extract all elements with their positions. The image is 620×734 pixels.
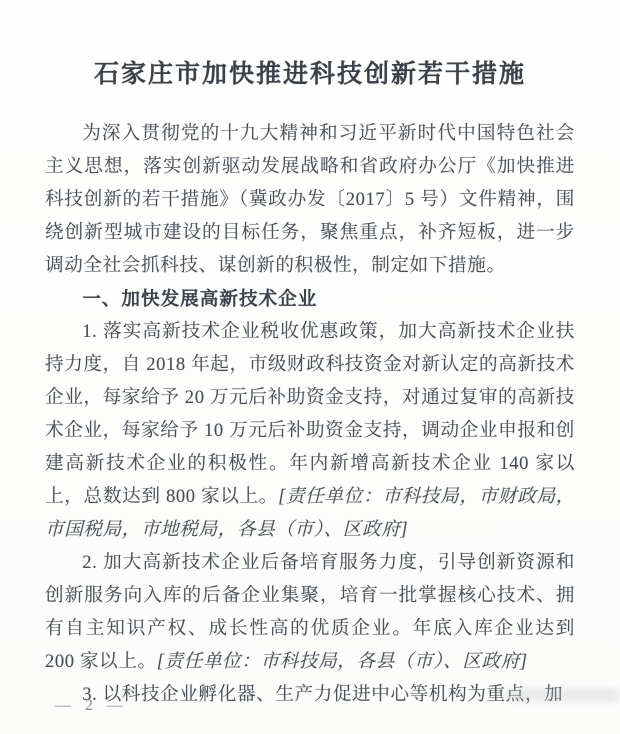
measure-item-2 [45, 546, 575, 678]
page-number: — 2 — [55, 697, 128, 714]
measure-item-1-responsibility-note: [责任单位：市科技局，市财政局，市国税局，市地税局，各县（市）、区政府] [45, 486, 575, 540]
scan-artifact-smudge [505, 688, 620, 702]
measure-item-3-text: 3. 以科技企业孵化器、生产力促进中心等机构为重点，加 [82, 684, 564, 705]
document-body [45, 117, 575, 711]
measure-item-1 [45, 315, 575, 546]
measure-item-1-text: 1. 落实高新技术企业税收优惠政策，加大高新技术企业扶持力度，自 2018 年起，市级财政科技资金对新认定的高新技术企业，每家给予 20 万元后补助资金支持，对通过复审的高新技术企业，每家给予 10 万元后补助资金支持，调动企业申报和创建高新技术企业的积极性。年内新增高新技术企业 140 家以上，总数达到 800 家以上。 [45, 321, 575, 507]
page-title: 石家庄市加快推进科技创新若干措施 [93, 61, 526, 88]
intro-paragraph: 为深入贯彻党的十九大精神和习近平新时代中国特色社会主义思想，落实创新驱动发展战略和省政府办公厅《加快推进科技创新的若干措施》（冀政办发〔2017〕5 号）文件精神，围绕创新型城市建设的目标任务，聚焦重点，补齐短板，进一步调动全社会抓科技、谋创新的积极性，制定如下措施。 [45, 123, 575, 276]
measure-item-2-responsibility-note: [责任单位：市科技局，各县（市）、区政府] [156, 651, 528, 672]
section-heading: 一、加快发展高新技术企业 [82, 288, 318, 309]
measure-item-2-text: 2. 加大高新技术企业后备培育服务力度，引导创新资源和创新服务向入库的后备企业集聚，培育一批掌握核心技术、拥有自主知识产权、成长性高的优质企业。年底入库企业达到 200 家以上。 [45, 552, 575, 672]
